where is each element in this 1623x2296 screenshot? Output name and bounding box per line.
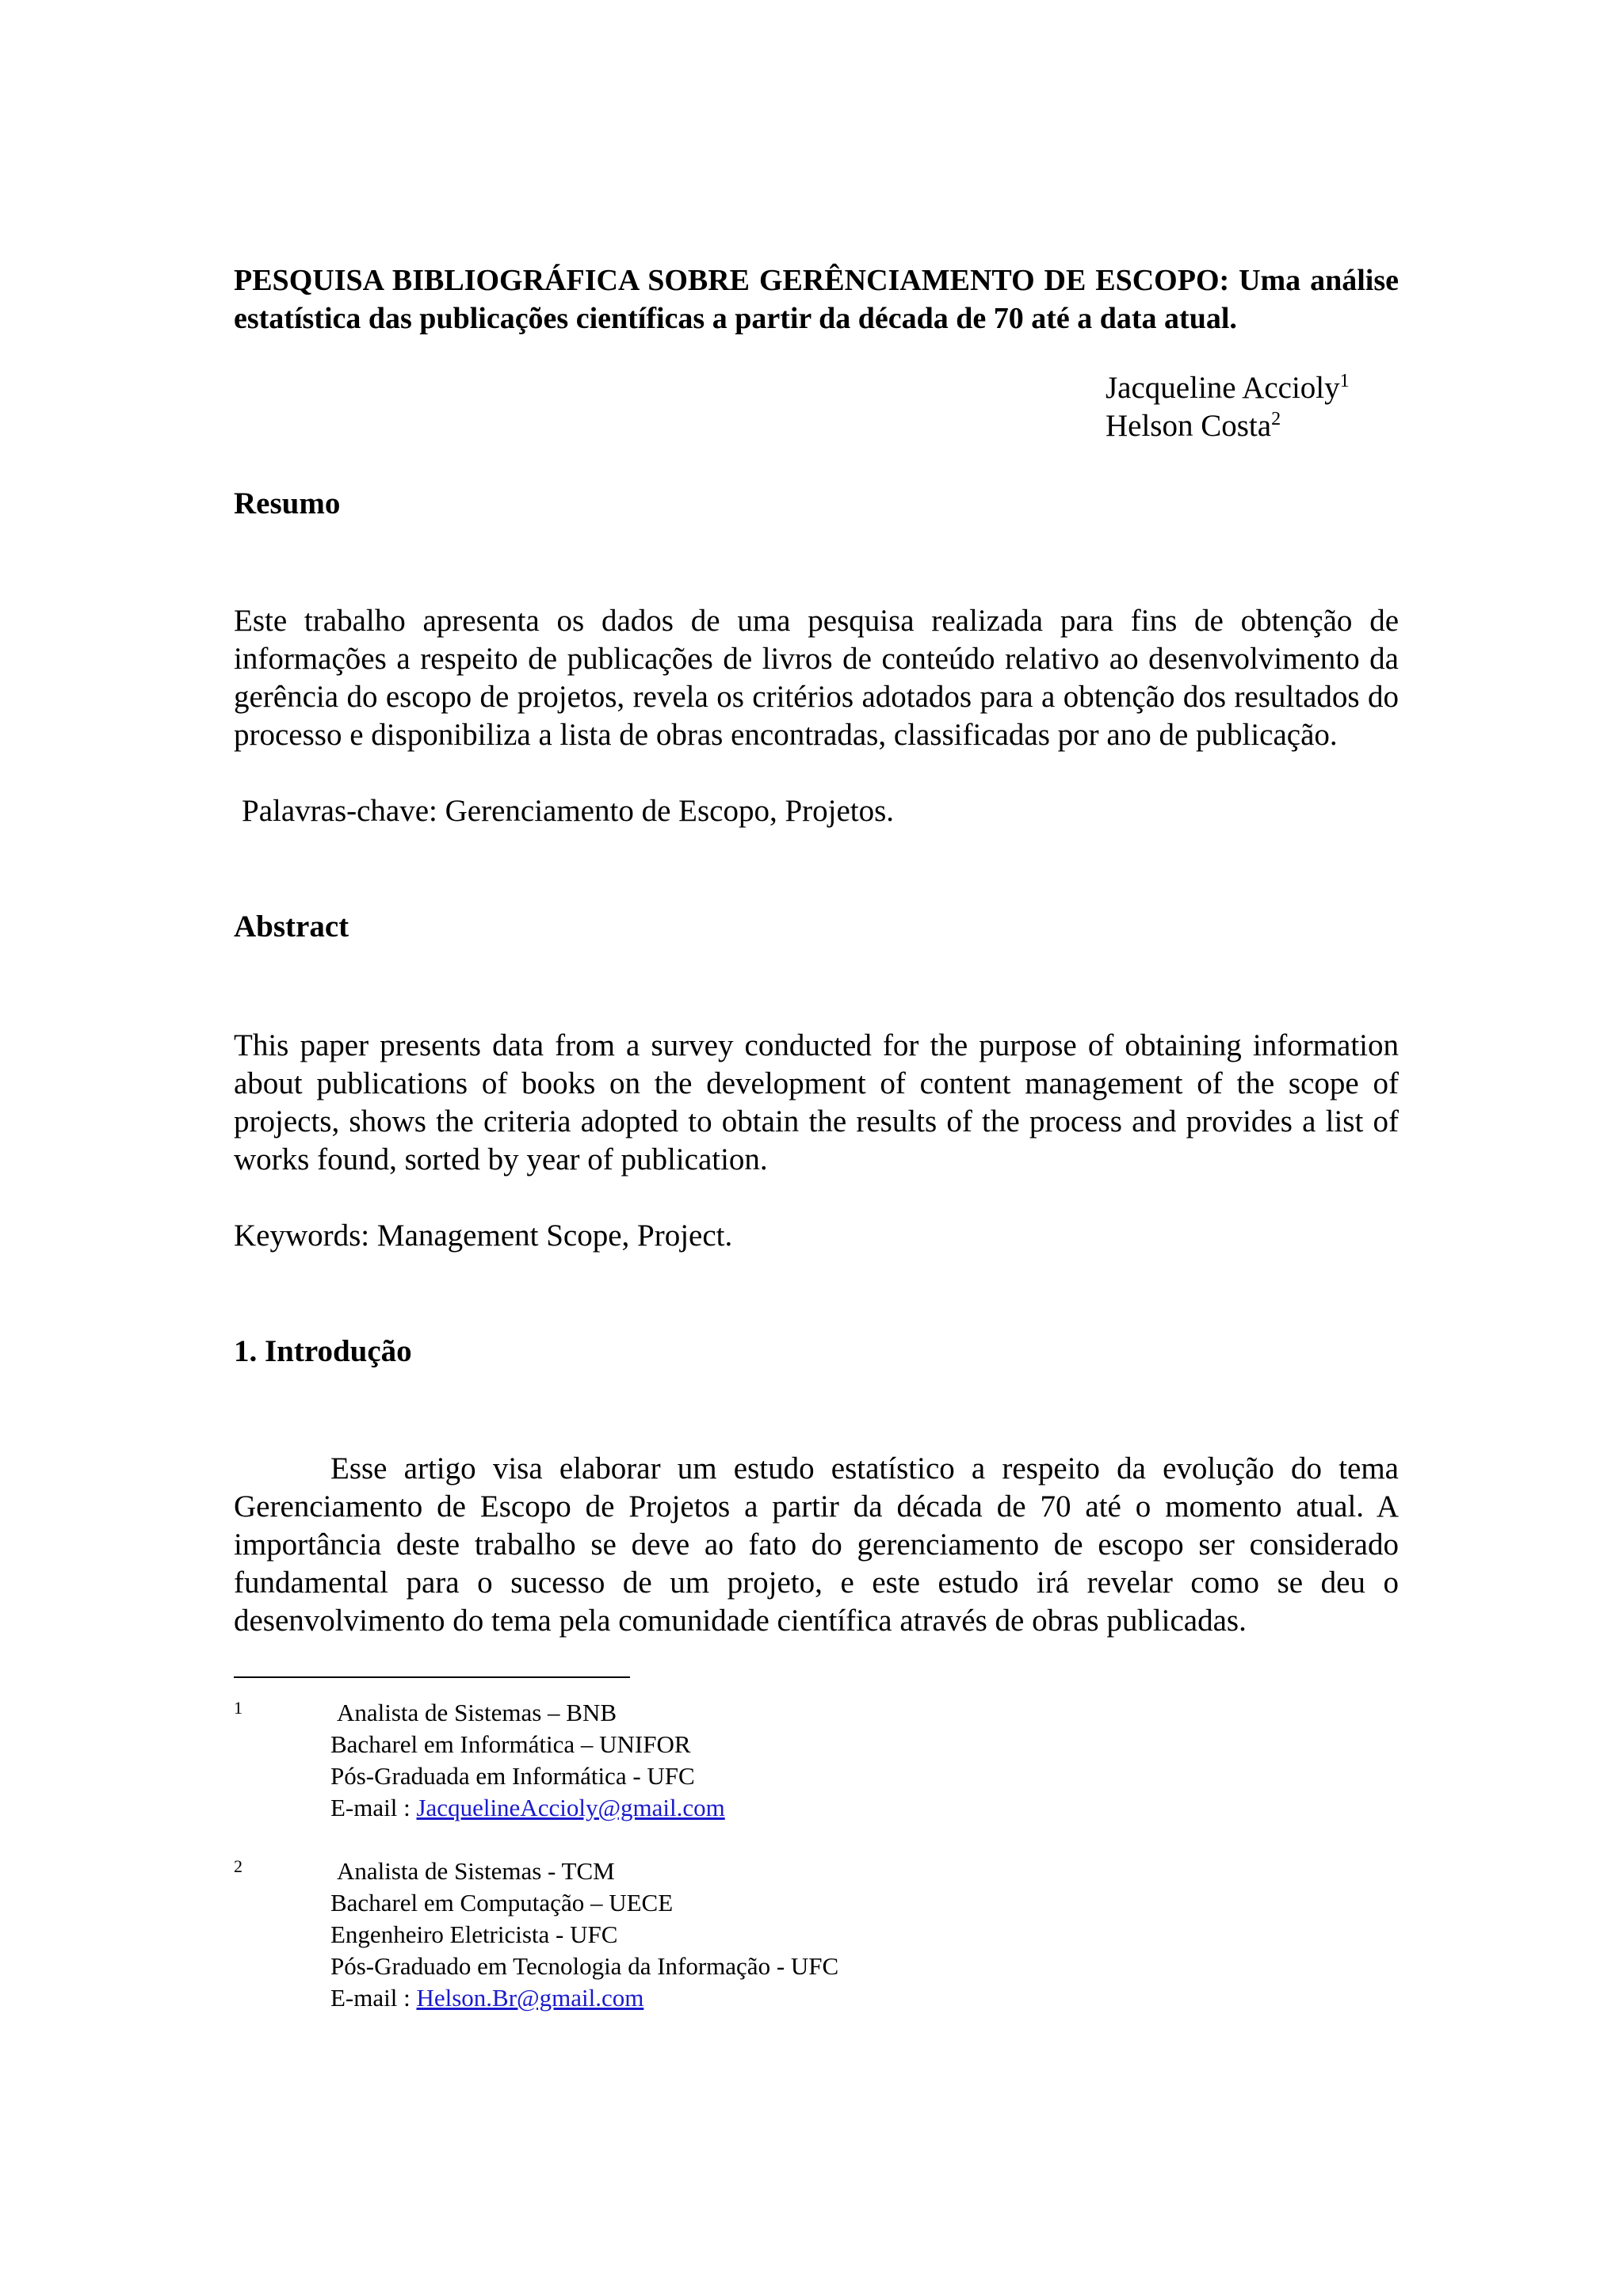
author-footnote-ref[interactable]: 1 [1339,371,1350,391]
resumo-heading: Resumo [234,486,341,521]
introducao-text: Esse artigo visa elaborar um estudo estatístico a respeito da evolução do tema Gerenciamento de Escopo de Projetos a partir da década de 70 até o momento atual. A importância deste trabalho se deve ao fato do gerenciamento de escopo ser considerado fundamental para o sucesso de um projeto, e este estudo irá revelar como se deu o desenvolvimento do tema pela comunidade científica através de obras publicadas. [234,1451,1399,1638]
footnote-marker: 2 [234,1856,242,1876]
footnote-line: Pós-Graduada em Informática - UFC [330,1762,695,1790]
paper-title: PESQUISA BIBLIOGRÁFICA SOBRE GERÊNCIAMENTO DE ESCOPO: Uma análise estatística das publicações científicas a partir da década de 70 até a data atual. [234,264,1399,335]
author-footnote-ref[interactable]: 2 [1271,409,1281,429]
palavras-chave: Palavras-chave: Gerenciamento de Escopo, Projetos. [242,794,895,828]
introducao-heading: 1. Introdução [234,1334,412,1368]
footnote-marker: 1 [234,1698,242,1718]
keywords: Keywords: Management Scope, Project. [234,1219,733,1253]
author-name: Jacqueline Accioly [1106,371,1340,405]
author-name: Helson Costa [1106,409,1272,443]
resumo-text: Este trabalho apresenta os dados de uma pesquisa realizada para fins de obtenção de informações a respeito de publicações de livros de conteúdo relativo ao desenvolvimento da gerência do escopo de projetos, revela os critérios adotados para a obtenção dos resultados do processo e disponibiliza a lista de obras encontradas, classificadas por ano de publicação. [234,604,1399,752]
footnote-line: Bacharel em Informática – UNIFOR [330,1730,691,1758]
page-content [234,261,1399,2014]
abstract-heading: Abstract [234,910,349,944]
author-list [1106,369,1399,445]
email-label: E-mail : [330,1984,417,2012]
footnote-divider [234,1676,630,1678]
abstract-text: This paper presents data from a survey conducted for the purpose of obtaining information about publications of books on the development of content management of the scope of projects, shows the criteria adopted to obtain the results of the process and provides a list of works found, sorted by year of publication. [234,1028,1399,1177]
author-1 [1106,369,1399,407]
footnotes [234,1697,1399,2014]
email-link[interactable]: Helson.Br@gmail.com [416,1984,644,2012]
footnote-1 [234,1697,1399,1824]
footnote-email-line [330,1792,1399,1824]
footnote-line: Analista de Sistemas – BNB [337,1699,617,1726]
footnote-line: Pós-Graduado em Tecnologia da Informação - UFC [330,1952,839,1980]
email-link[interactable]: JacquelineAccioly@gmail.com [416,1794,725,1821]
footnote-line: Engenheiro Eletricista - UFC [330,1920,618,1948]
footnote-line: Bacharel em Computação – UECE [330,1889,674,1917]
footnote-line: Analista de Sistemas - TCM [337,1857,615,1885]
footnote-2 [234,1855,1399,2014]
footnote-email-line [330,1982,1399,2014]
author-2 [1106,407,1399,445]
email-label: E-mail : [330,1794,417,1821]
